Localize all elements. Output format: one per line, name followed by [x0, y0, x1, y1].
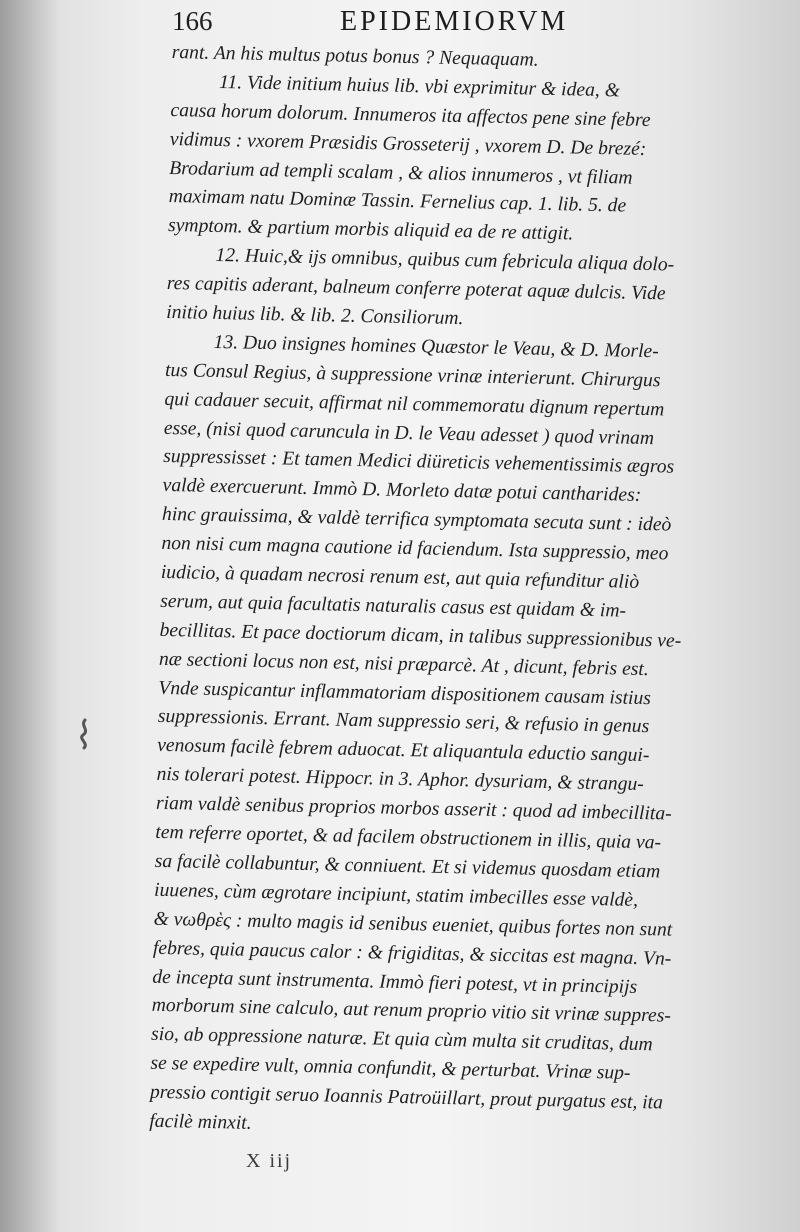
text-line: causa horum dolorum. Innumeros ita affectos pene sine febre: [170, 99, 651, 131]
text-line: qui cadauer secuit, affirmat nil commemoratu dignum repertum: [164, 388, 665, 421]
text-line: vidimus : vxorem Præsidis Grosseterij , vxorem D. De brezé:: [169, 128, 647, 160]
ink-smudge-icon: [76, 718, 94, 750]
page-number: 166: [172, 6, 213, 36]
page-header: [172, 6, 632, 42]
body-text: [149, 39, 764, 1149]
text-line: symptom. & partium morbis aliquid ea de re attigit.: [167, 215, 574, 245]
text-line: venosum facilè febrem aduocat. Et aliquantula eductio sangui-: [156, 735, 650, 767]
text-line: riam valdè senibus proprios morbos asserit : quod ad imbecillita-: [155, 792, 672, 825]
text-line: esse, (nisi quod caruncula in D. le Veau adesset ) quod vrinam: [163, 417, 655, 449]
gutter-shadow: [0, 0, 60, 1232]
text-line: pressio contigit seruo Ioannis Patroüillart, prout purgatus est, ita: [149, 1081, 664, 1114]
text-line: initio huius lib. & lib. 2. Consiliorum.: [166, 301, 464, 330]
text-line: iuuenes, cùm ægrotare incipiunt, statim imbecilles esse valdè,: [153, 879, 639, 911]
running-title: EPIDEMIORVM: [340, 6, 569, 37]
text-line: becillitas. Et pace doctiorum dicam, in talibus suppressionibus ve-: [159, 619, 682, 652]
text-line: maximam natu Dominæ Tassin. Fernelius cap. 1. lib. 5. de: [168, 186, 627, 217]
signature-mark: X iij: [246, 1150, 293, 1172]
text-line: suppressisset : Et tamen Medici diüreticis vehementissimis ægros: [163, 446, 675, 479]
text-line: iudicio, à quadam necrosi renum est, aut quia refunditur aliò: [160, 561, 640, 593]
text-line: valdè exercuerunt. Immò D. Morleto datæ potui cantharides:: [162, 475, 642, 507]
text-line: serum, aut quia facultatis naturalis casus est quidam & im-: [160, 590, 627, 622]
text-line: sio, ab oppressione naturæ. Et quia cùm multa sit cruditas, dum: [150, 1024, 653, 1056]
text-line: non nisi cum magna cautione id faciendum. Ista suppressio, meo: [161, 533, 669, 565]
text-line: tus Consul Regius, à suppressione vrinæ interierunt. Chirurgus: [164, 359, 661, 392]
text-line: Brodarium ad templi scalam , & alios innumeros , vt filiam: [169, 157, 633, 189]
text-line: tem referre oportet, & ad facilem obstructionem in illis, quia va-: [155, 821, 662, 854]
text-line: facilè minxit.: [149, 1110, 252, 1134]
text-line: febres, quia paucus calor : & frigiditas, & siccitas est magna. Vn-: [152, 937, 672, 970]
text-line: se se expedire vult, omnia confundit, & perturbat. Vrinæ sup-: [150, 1052, 631, 1084]
text-line: næ sectioni locus non est, nisi præparcè. At , dicunt, febris est.: [158, 648, 649, 680]
text-line: morborum sine calculo, aut renum proprio vitio sit vrinæ suppres-: [151, 995, 672, 1028]
text-line: 12. Huic,& ijs omnibus, quibus cum febricula aliqua dolo-: [215, 245, 675, 276]
text-line: hinc grauissima, & valdè terrifica symptomata secuta sunt : ideò: [161, 504, 672, 536]
text-line: nis tolerari potest. Hippocr. in 3. Aphor. dysuriam, & strangu-: [156, 764, 645, 796]
text-line: 13. Duo insignes homines Quæstor le Veau, & D. Morle-: [213, 331, 659, 363]
text-line: Vnde suspicantur inflammatoriam dispositionem causam istius: [158, 677, 652, 709]
text-line: rant. An his multus potus bonus ? Nequaquam.: [171, 41, 539, 71]
text-line: sa facilè collabuntur, & conniuent. Et si videmus quosdam etiam: [154, 850, 661, 883]
text-line: res capitis aderant, balneum conferre poterat aquæ dulcis. Vide: [166, 273, 666, 305]
text-line: 11. Vide initium huius lib. vbi exprimitur & idea, &: [218, 71, 621, 102]
text-line: & νωθρὲς : multo magis id senibus eueniet, quibus fortes non sunt: [153, 908, 673, 941]
text-line: de incepta sunt instrumenta. Immò fieri potest, vt in principijs: [152, 966, 638, 998]
text-line: suppressionis. Errant. Nam suppressio seri, & refusio in genus: [157, 706, 650, 738]
